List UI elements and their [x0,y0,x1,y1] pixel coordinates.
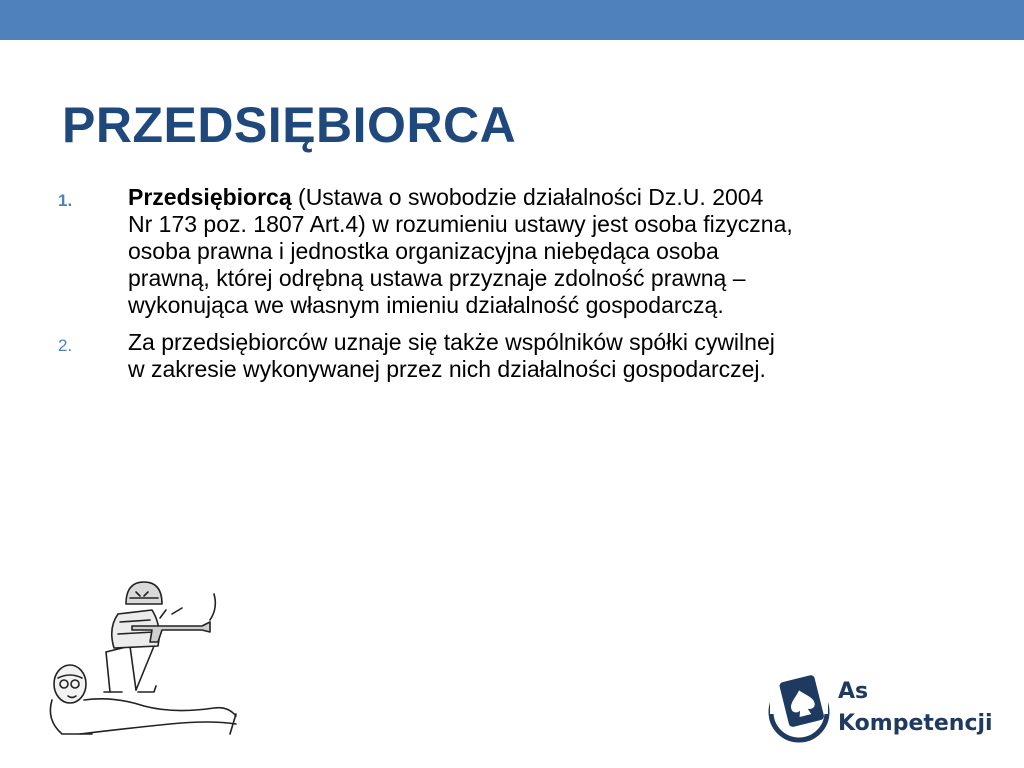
slide-title: PRZEDSIĘBIORCA [62,97,517,153]
list-item [58,184,958,319]
list-item-text [128,329,775,382]
spade-card-icon [766,672,832,748]
list-item-text [128,184,793,318]
logo-text [838,676,993,740]
list-item [58,329,958,383]
cartoon-illustration [40,574,240,744]
list-item-line: Nr 173 poz. 1807 Art.4) w rozumieniu ustawy jest osoba fizyczna, [128,211,793,237]
list-item-line: (Ustawa o swobodzie działalności Dz.U. 2004 [291,184,764,210]
list-item-line: w zakresie wykonywanej przez nich działalności gospodarczej. [128,356,766,382]
list-item-line: prawną, której odrębną ustawa przyznaje zdolność prawną – [128,265,746,291]
as-kompetencji-logo [766,672,1006,748]
logo-line-1: As [838,679,869,704]
logo-line-2: Kompetencji [838,711,993,736]
list-number: 1. [58,191,73,210]
list-item-line: osoba prawna i jednostka organizacyjna niebędąca osoba [128,238,719,264]
bullet-list [58,184,958,393]
list-item-lead: Przedsiębiorcą [128,184,292,210]
list-item-line: wykonująca we własnym imieniu działalność gospodarczą. [128,292,724,318]
top-accent-bar [0,0,1024,40]
list-number: 2. [58,336,73,355]
list-item-line: Za przedsiębiorców uznaje się także wspólników spółki cywilnej [128,329,775,355]
